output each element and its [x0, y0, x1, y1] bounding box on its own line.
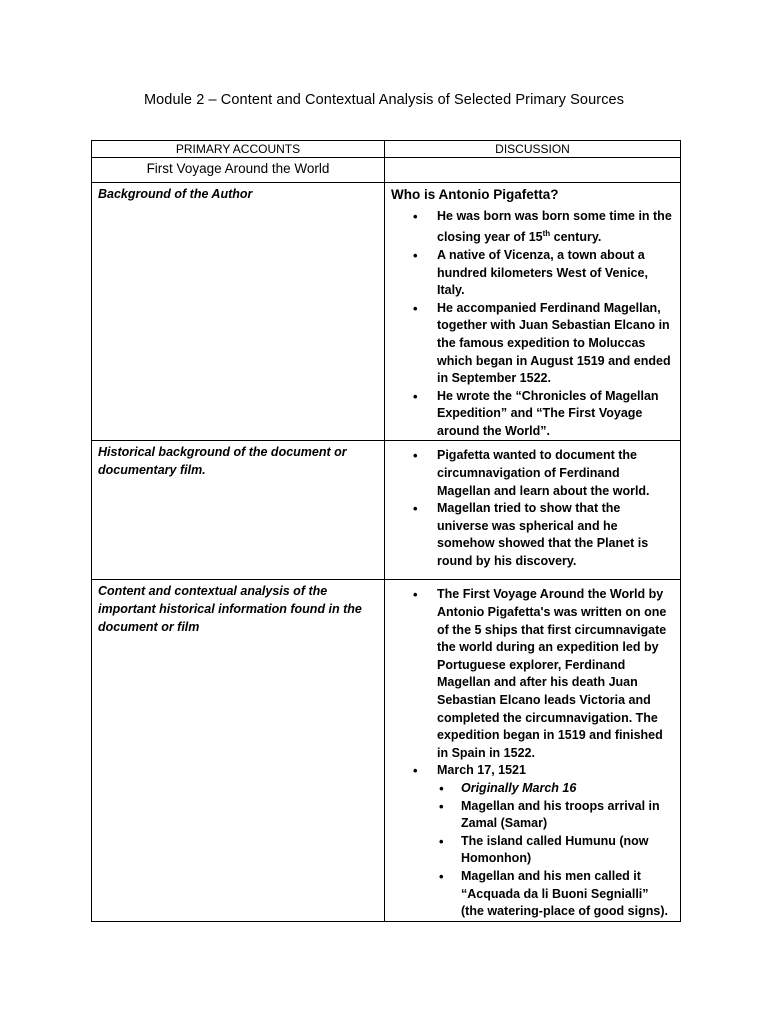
list-item: • He was born was born some time in the closing year of 15th century.	[437, 208, 674, 247]
historical-bullet-list	[391, 447, 674, 570]
list-item: • Magellan tried to show that the universe was spherical and he somehow showed that the Planet is round by his discovery.	[437, 500, 674, 570]
table-row	[92, 441, 681, 580]
table-header-row	[92, 141, 681, 158]
list-item: • March 17, 1521 • Originally March 16 • Magellan and his troops arrival in Zamal (Samar) • The island called Humunu (now Homonhon) • Magellan and his men called it “Acquada da li Buoni Segnialli” (the watering-place of good signs).	[437, 762, 674, 920]
list-item: • The First Voyage Around the World by Antonio Pigafetta's was written on one of the 5 ships that first circumnavigate the world during an expedition led by Portuguese explorer, Ferdinand Magellan and after his death Juan Sebastian Elcano leads Victoria and completed the circumnavigation. The expedition began in 1519 and finished in Spain in 1522.	[437, 586, 674, 762]
author-bullet-list	[391, 208, 674, 441]
page-title: Module 2 – Content and Contextual Analysis of Selected Primary Sources	[143, 92, 625, 108]
voyage-subtitle: First Voyage Around the World	[146, 161, 330, 176]
list-item: • A native of Vicenza, a town about a hundred kilometers West of Venice, Italy.	[437, 247, 674, 300]
primary-sources-table	[91, 140, 681, 922]
table-row	[92, 158, 681, 183]
header-discussion: DISCUSSION	[385, 141, 681, 158]
list-item: • Pigafetta wanted to document the circumnavigation of Ferdinand Magellan and learn about the world.	[437, 447, 674, 500]
superscript-th: th	[542, 229, 551, 239]
list-item: • He wrote the “Chronicles of Magellan Expedition” and “The First Voyage around the World”.	[437, 388, 674, 441]
list-item: • Magellan and his troops arrival in Zamal (Samar)	[461, 798, 674, 833]
row-label-content-analysis: Content and contextual analysis of the important historical information found in the document or film	[98, 584, 362, 634]
row-label-historical-background: Historical background of the document or documentary film.	[98, 445, 347, 478]
list-item: • The island called Humunu (now Homonhon)	[461, 833, 674, 868]
row-label-author-background: Background of the Author	[98, 187, 253, 201]
nested-bullet-list	[391, 780, 674, 921]
table-row	[92, 183, 681, 441]
list-item: • He accompanied Ferdinand Magellan, together with Juan Sebastian Elcano in the famous expedition to Moluccas which began in August 1519 and ended in September 1522.	[437, 300, 674, 388]
header-primary-accounts: PRIMARY ACCOUNTS	[92, 141, 385, 158]
empty-cell	[385, 158, 681, 183]
author-question-heading: Who is Antonio Pigafetta?	[391, 187, 559, 202]
table-row	[92, 580, 681, 921]
content-bullet-list	[391, 586, 674, 920]
list-item: • Originally March 16	[461, 780, 674, 798]
list-item: • Magellan and his men called it “Acquada da li Buoni Segnialli” (the watering-place of good signs).	[461, 868, 674, 921]
